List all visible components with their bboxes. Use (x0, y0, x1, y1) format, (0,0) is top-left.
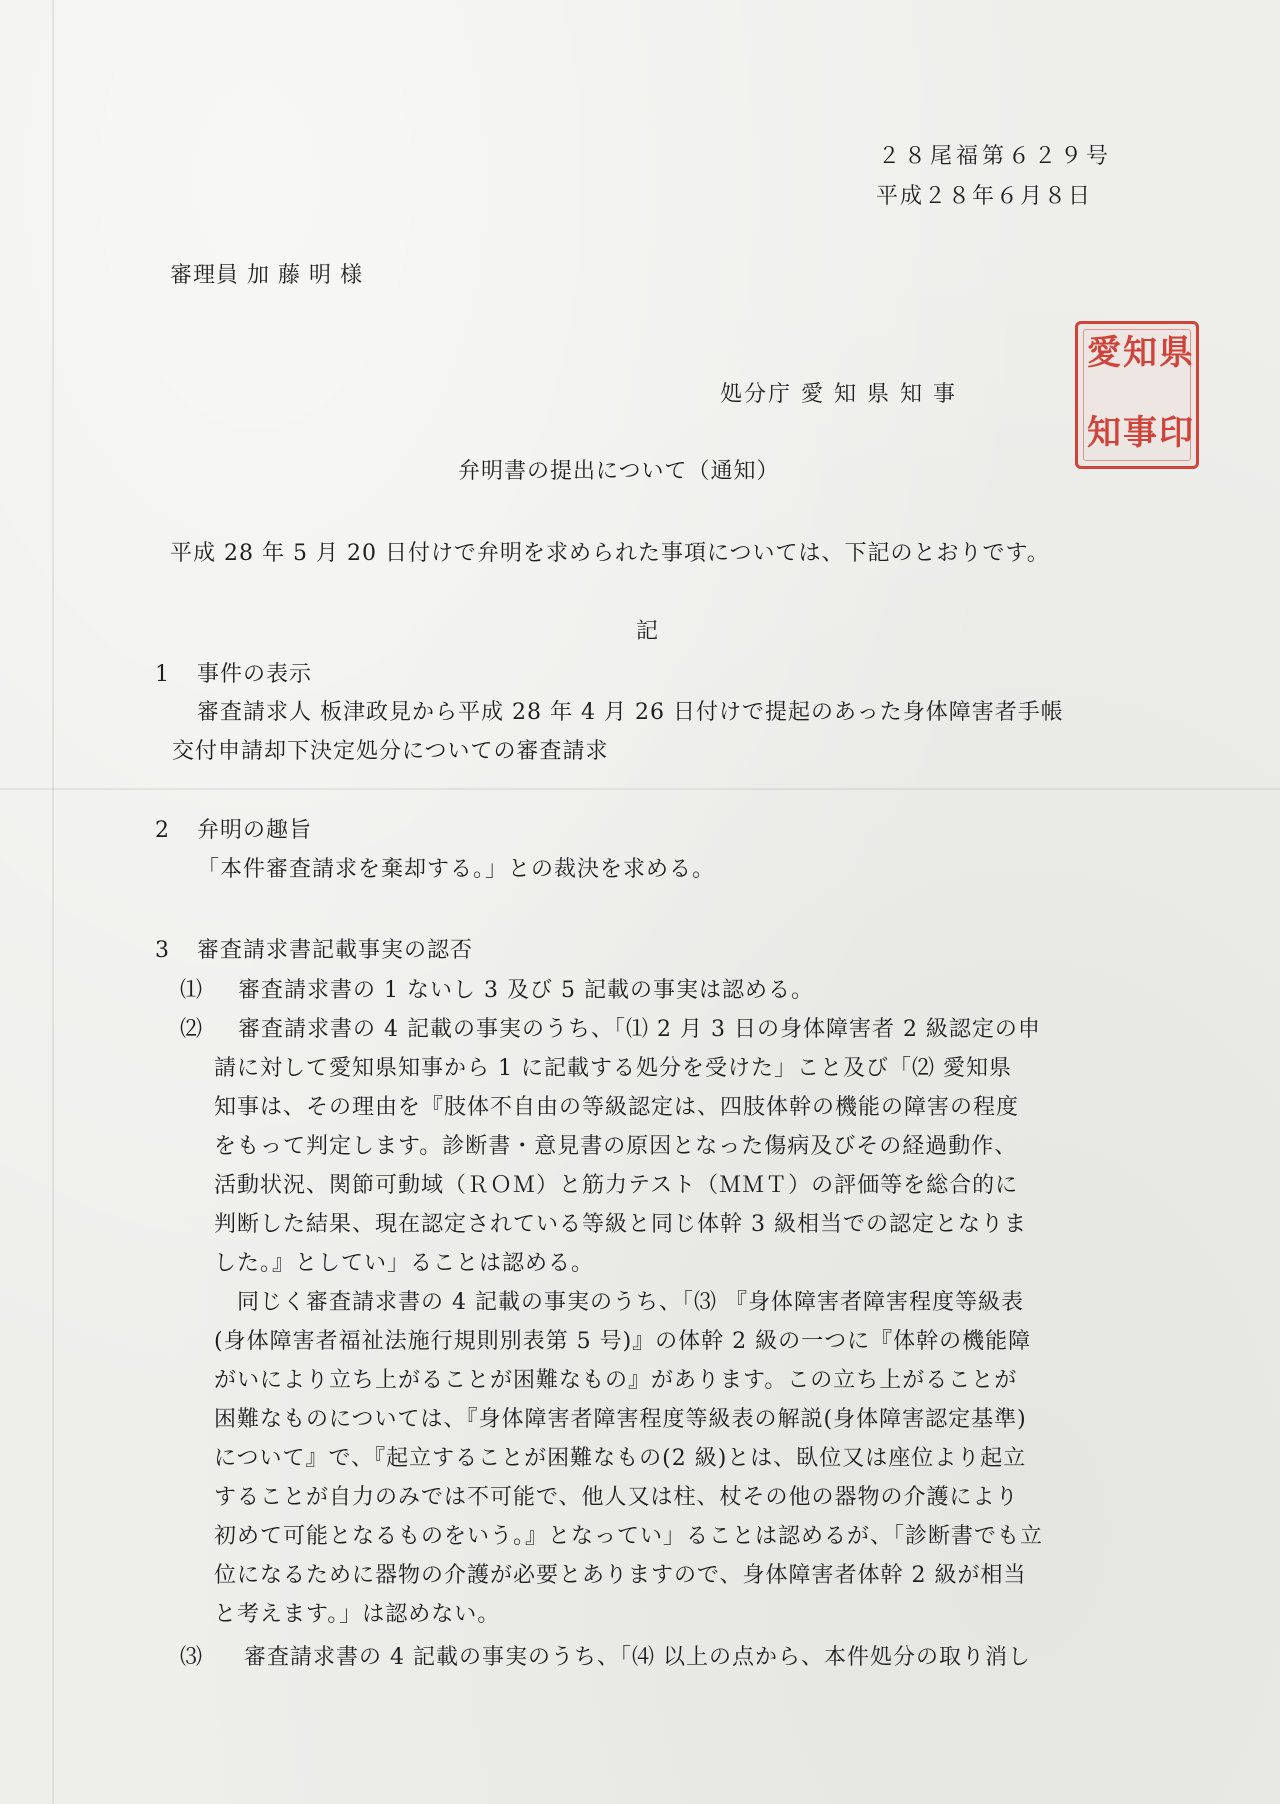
item-line: 位になるために器物の介護が必要とありますので、身体障害者体幹 2 級が相当 (214, 1563, 1027, 1588)
official-seal (1075, 321, 1199, 469)
seal-char: 知 (1087, 413, 1121, 453)
item-line: がいにより立ち上がることが困難なもの』があります。この立ち上がることが (214, 1368, 1018, 1393)
seal-char: 印 (1159, 413, 1193, 453)
item-number: ⑶ (180, 1645, 204, 1670)
intro-paragraph: 平成 28 年 5 月 20 日付けで弁明を求められた事項については、下記のとおりです。 (170, 541, 1050, 566)
seal-char: 知 (1123, 333, 1157, 373)
item-number: ⑴ (180, 978, 204, 1003)
item-line: 困難なものについては、『身体障害者障害程度等級表の解説(身体障害認定基準) (214, 1407, 1027, 1432)
item-line: と考えます。」は認めない。 (214, 1602, 501, 1627)
item-line: 請に対して愛知県知事から 1 に記載する処分を受けた」こと及び「⑵ 愛知県 (214, 1056, 1012, 1081)
item-line: した。』としてい」ることは認める。 (214, 1251, 595, 1276)
document-date: 平成２８年６月８日 (876, 184, 1093, 209)
sender: 処分庁 愛 知 県 知 事 (720, 382, 957, 407)
item-text: 審査請求書の 4 記載の事実のうち、「⑷ 以上の点から、本件処分の取り消し (244, 1645, 1031, 1670)
addressee: 審理員 加 藤 明 様 (170, 263, 363, 288)
item-line: 同じく審査請求書の 4 記載の事実のうち、「⑶ 『身体障害者障害程度等級表 (214, 1290, 1024, 1315)
seal-char: 県 (1159, 333, 1193, 373)
item-text: 審査請求書の 1 ないし 3 及び 5 記載の事実は認める。 (238, 978, 814, 1003)
document-title: 弁明書の提出について（通知） (458, 459, 780, 484)
ki-heading: 記 (636, 619, 660, 644)
seal-char: 愛 (1087, 333, 1121, 373)
section-3-heading: 審査請求書記載事実の認否 (197, 938, 474, 963)
paper-fold-line (0, 788, 1280, 790)
item-line: 初めて可能となるものをいう。』となってい」ることは認めるが、「診断書でも立 (214, 1524, 1044, 1549)
section-2-heading: 弁明の趣旨 (197, 818, 313, 843)
seal-char: 事 (1123, 413, 1157, 453)
item-line: 活動状況、関節可動域（ＲＯＭ）と筋力テスト（ＭＭＴ）の評価等を総合的に (214, 1173, 1019, 1198)
item-line: 知事は、その理由を『肢体不自由の等級認定は、四肢体幹の機能の障害の程度 (214, 1095, 1020, 1120)
section-3-number: 3 (155, 938, 170, 963)
item-line: 判断した結果、現在認定されている等級と同じ体幹 3 級相当での認定となりま (214, 1212, 1027, 1237)
section-1-line: 審査請求人 板津政見から平成 28 年 4 月 26 日付けで提起のあった身体障害者手帳 (197, 700, 1064, 725)
section-2-line: 「本件審査請求を棄却する。」との裁決を求める。 (197, 857, 716, 882)
item-line: することが自力のみでは不可能で、他人又は柱、杖その他の器物の介護により (214, 1485, 1019, 1510)
section-1-line: 交付申請却下決定処分についての審査請求 (172, 739, 609, 764)
item-line: (身体障害者福祉法施行規則別表第 5 号)』の体幹 2 級の一つに『体幹の機能障 (214, 1329, 1032, 1354)
item-line: について』で、『起立することが困難なもの(2 級)とは、臥位又は座位より起立 (214, 1446, 1027, 1471)
item-number: ⑵ (180, 1017, 204, 1042)
document-number: ２８尾福第６２９号 (878, 144, 1113, 169)
paper-edge-mark (52, 0, 54, 1804)
item-text: 審査請求書の 4 記載の事実のうち、「⑴ 2 月 3 日の身体障害者 2 級認定の申 (238, 1017, 1041, 1042)
section-1-number: 1 (155, 662, 170, 687)
section-1-heading: 事件の表示 (197, 662, 313, 687)
section-2-number: 2 (155, 818, 170, 843)
item-line: をもって判定します。診断書・意見書の原因となった傷病及びその経過動作、 (214, 1134, 1018, 1159)
